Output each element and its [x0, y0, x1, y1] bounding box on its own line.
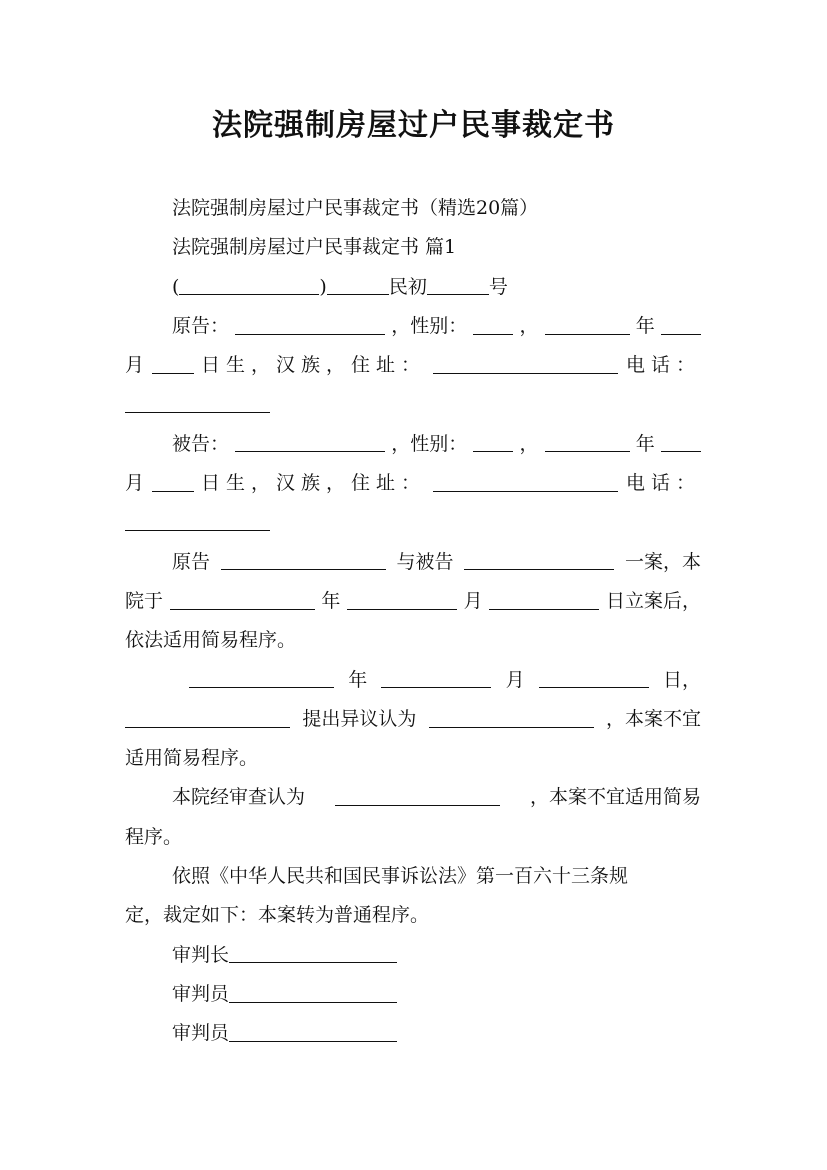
text: 院于: [125, 589, 164, 612]
plaintiff-phone-line: [125, 385, 701, 424]
label: 审判员: [172, 1022, 230, 1045]
text: 一案，本: [624, 550, 701, 573]
blank-field[interactable]: [125, 726, 290, 728]
blank-field[interactable]: [152, 372, 194, 374]
blank-field[interactable]: [381, 686, 491, 688]
subtitle-line: [125, 189, 701, 228]
label: 审判员: [172, 982, 230, 1005]
document-title: 法院强制房屋过户民事裁定书: [212, 108, 615, 143]
document-body: [125, 189, 701, 1054]
text: ，本案不宜适用简易: [529, 786, 701, 809]
blank-field[interactable]: [661, 333, 701, 335]
review-line: [125, 778, 701, 817]
blank-field[interactable]: [427, 293, 489, 295]
blank-field[interactable]: [125, 529, 270, 531]
blank-field[interactable]: [489, 608, 599, 610]
defendant-phone-line: [125, 503, 701, 542]
blank-field[interactable]: [152, 490, 194, 492]
blank-field[interactable]: [433, 372, 618, 374]
text: 年: [321, 589, 341, 612]
section-heading: [125, 228, 701, 267]
text-line: [125, 857, 701, 896]
blank-field[interactable]: [125, 411, 270, 413]
text: 日立案后，: [605, 589, 701, 612]
blank-field[interactable]: [347, 608, 457, 610]
blank-field[interactable]: [179, 293, 319, 295]
text: 依照《中华人民共和国民事诉讼法》第一百六十三条规: [172, 865, 629, 888]
blank-field[interactable]: [229, 1001, 397, 1003]
blank-field[interactable]: [235, 333, 385, 335]
text: 年: [348, 668, 368, 691]
text: 电话：: [625, 472, 701, 495]
case-line: [125, 543, 701, 582]
text: ，性别：: [391, 314, 468, 337]
blank-field[interactable]: [429, 726, 594, 728]
text: 月: [463, 589, 483, 612]
blank-field[interactable]: [229, 961, 397, 963]
blank-field[interactable]: [221, 568, 386, 570]
text: ，: [519, 432, 539, 455]
blank-field[interactable]: [464, 568, 614, 570]
text: 程序。: [125, 825, 183, 848]
text: 适用简易程序。: [125, 747, 259, 770]
blank-field[interactable]: [335, 804, 500, 806]
objection-line: [125, 700, 701, 739]
presiding-judge-line: [125, 936, 701, 975]
text: ，性别：: [391, 432, 468, 455]
text: 原告: [172, 550, 211, 573]
text: 日，: [662, 668, 701, 691]
objection-date-line: [125, 661, 701, 700]
text: 电话：: [625, 354, 701, 377]
text-line: [125, 896, 701, 935]
blank-field[interactable]: [545, 450, 630, 452]
plaintiff-line-2: [125, 346, 701, 385]
text: 日生，汉族，住址：: [200, 354, 426, 377]
text-line: [125, 621, 701, 660]
text: 定，裁定如下：本案转为普通程序。: [125, 904, 430, 927]
case-number-line: [125, 268, 701, 307]
subtitle: 法院强制房屋过户民事裁定书（精选20篇）: [172, 197, 539, 219]
text: 提出异议认为: [302, 707, 417, 730]
blank-field[interactable]: [189, 686, 334, 688]
text: 年: [635, 432, 655, 455]
filing-date-line: [125, 582, 701, 621]
blank-field[interactable]: [545, 333, 630, 335]
text: 本院经审查认为: [172, 786, 306, 809]
blank-field[interactable]: [661, 450, 701, 452]
text: 月: [125, 472, 145, 495]
text-line: [125, 739, 701, 778]
blank-field[interactable]: [170, 608, 315, 610]
text: 月: [125, 354, 145, 377]
text: 依法适用简易程序。: [125, 629, 297, 652]
text: 原告：: [172, 314, 230, 337]
section-title: 法院强制房屋过户民事裁定书 篇1: [172, 236, 457, 259]
text: ，: [519, 314, 539, 337]
text: ): [319, 275, 327, 298]
blank-field[interactable]: [327, 293, 389, 295]
label: 审判长: [172, 943, 230, 966]
judge-line: [125, 1014, 701, 1053]
text: 被告：: [172, 432, 230, 455]
plaintiff-line: [125, 307, 701, 346]
text: 日生，汉族，住址：: [200, 472, 426, 495]
text: ，本案不宜: [605, 707, 701, 730]
defendant-line-2: [125, 464, 701, 503]
defendant-line: [125, 425, 701, 464]
blank-field[interactable]: [473, 450, 513, 452]
blank-field[interactable]: [473, 333, 513, 335]
text: 年: [635, 314, 655, 337]
blank-field[interactable]: [229, 1040, 397, 1042]
text: (: [172, 275, 180, 298]
text: 民初: [388, 275, 427, 298]
blank-field[interactable]: [433, 490, 618, 492]
text: 与被告: [396, 550, 454, 573]
judge-line: [125, 975, 701, 1014]
text-line: [125, 818, 701, 857]
blank-field[interactable]: [539, 686, 649, 688]
text: 月: [505, 668, 525, 691]
blank-field[interactable]: [235, 450, 385, 452]
text: 号: [488, 275, 508, 298]
